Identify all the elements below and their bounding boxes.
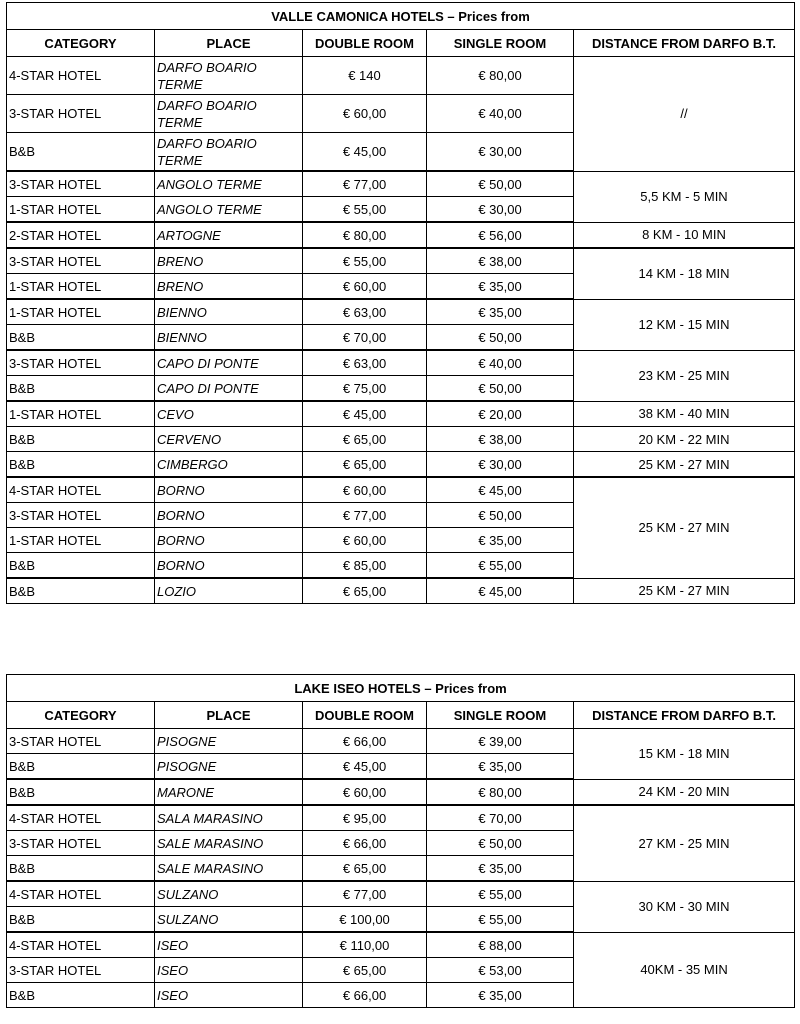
double-room-price-cell: € 60,00 [303, 95, 427, 133]
double-room-price-cell: € 55,00 [303, 248, 427, 274]
single-room-price-cell: € 20,00 [427, 401, 574, 427]
category-cell: 1-STAR HOTEL [7, 197, 155, 223]
place-cell: SALE MARASINO [155, 856, 303, 882]
place-cell: DARFO BOARIO TERME [155, 133, 303, 172]
single-room-price-cell: € 40,00 [427, 95, 574, 133]
single-room-price-cell: € 40,00 [427, 350, 574, 376]
single-room-price-cell: € 35,00 [427, 274, 574, 300]
double-room-price-cell: € 65,00 [303, 578, 427, 604]
single-room-price-cell: € 56,00 [427, 222, 574, 248]
table-title-row [7, 675, 795, 702]
category-cell: 3-STAR HOTEL [7, 248, 155, 274]
double-room-price-cell: € 66,00 [303, 983, 427, 1008]
place-cell: DARFO BOARIO TERME [155, 57, 303, 95]
category-cell: 1-STAR HOTEL [7, 299, 155, 325]
single-room-price-cell: € 50,00 [427, 171, 574, 197]
distance-cell: 12 KM - 15 MIN [574, 299, 795, 350]
place-cell: CAPO DI PONTE [155, 350, 303, 376]
double-room-price-cell: € 65,00 [303, 958, 427, 983]
single-room-price-cell: € 50,00 [427, 325, 574, 351]
double-room-price-cell: € 60,00 [303, 779, 427, 805]
single-room-price-cell: € 45,00 [427, 477, 574, 503]
single-room-price-cell: € 88,00 [427, 932, 574, 958]
table-row [7, 299, 795, 325]
double-room-price-cell: € 65,00 [303, 856, 427, 882]
double-room-price-cell: € 75,00 [303, 376, 427, 402]
distance-cell: 25 KM - 27 MIN [574, 578, 795, 604]
single-room-price-cell: € 50,00 [427, 503, 574, 528]
place-cell: BORNO [155, 503, 303, 528]
category-cell: B&B [7, 578, 155, 604]
place-cell: BORNO [155, 477, 303, 503]
column-header-place: PLACE [155, 702, 303, 729]
single-room-price-cell: € 30,00 [427, 197, 574, 223]
distance-cell: 27 KM - 25 MIN [574, 805, 795, 881]
category-cell: B&B [7, 856, 155, 882]
single-room-price-cell: € 35,00 [427, 983, 574, 1008]
single-room-price-cell: € 35,00 [427, 299, 574, 325]
table-row [7, 477, 795, 503]
table-row [7, 248, 795, 274]
table-row [7, 222, 795, 248]
double-room-price-cell: € 77,00 [303, 171, 427, 197]
category-cell: 1-STAR HOTEL [7, 401, 155, 427]
single-room-price-cell: € 55,00 [427, 881, 574, 907]
place-cell: ANGOLO TERME [155, 197, 303, 223]
category-cell: B&B [7, 907, 155, 933]
place-cell: ISEO [155, 932, 303, 958]
table-row [7, 729, 795, 754]
distance-cell: 15 KM - 18 MIN [574, 729, 795, 780]
double-room-price-cell: € 66,00 [303, 831, 427, 856]
double-room-price-cell: € 45,00 [303, 754, 427, 780]
column-header-place: PLACE [155, 30, 303, 57]
category-cell: B&B [7, 325, 155, 351]
double-room-price-cell: € 66,00 [303, 729, 427, 754]
column-header-double-room: DOUBLE ROOM [303, 30, 427, 57]
column-header-single-room: SINGLE ROOM [427, 702, 574, 729]
distance-cell: // [574, 57, 795, 172]
category-cell: B&B [7, 754, 155, 780]
place-cell: CAPO DI PONTE [155, 376, 303, 402]
table-row [7, 578, 795, 604]
single-room-price-cell: € 50,00 [427, 831, 574, 856]
distance-cell: 14 KM - 18 MIN [574, 248, 795, 299]
place-cell: BORNO [155, 528, 303, 553]
category-cell: 4-STAR HOTEL [7, 932, 155, 958]
category-cell: B&B [7, 553, 155, 579]
table-row [7, 401, 795, 427]
distance-cell: 23 KM - 25 MIN [574, 350, 795, 401]
category-cell: 4-STAR HOTEL [7, 805, 155, 831]
double-room-price-cell: € 95,00 [303, 805, 427, 831]
table-row [7, 805, 795, 831]
double-room-price-cell: € 77,00 [303, 881, 427, 907]
column-header-category: CATEGORY [7, 702, 155, 729]
place-cell: ARTOGNE [155, 222, 303, 248]
column-header-category: CATEGORY [7, 30, 155, 57]
table-row [7, 57, 795, 95]
category-cell: 1-STAR HOTEL [7, 528, 155, 553]
place-cell: BRENO [155, 248, 303, 274]
double-room-price-cell: € 63,00 [303, 299, 427, 325]
single-room-price-cell: € 38,00 [427, 427, 574, 452]
place-cell: ANGOLO TERME [155, 171, 303, 197]
category-cell: 3-STAR HOTEL [7, 503, 155, 528]
place-cell: PISOGNE [155, 754, 303, 780]
place-cell: CIMBERGO [155, 452, 303, 478]
place-cell: BRENO [155, 274, 303, 300]
table-title-row [7, 3, 795, 30]
distance-cell: 40KM - 35 MIN [574, 932, 795, 1008]
double-room-price-cell: € 65,00 [303, 452, 427, 478]
distance-cell: 25 KM - 27 MIN [574, 477, 795, 578]
distance-cell: 8 KM - 10 MIN [574, 222, 795, 248]
place-cell: BORNO [155, 553, 303, 579]
lake-iseo-hotels-table [6, 674, 795, 1008]
category-cell: B&B [7, 133, 155, 172]
category-cell: 4-STAR HOTEL [7, 477, 155, 503]
place-cell: BIENNO [155, 325, 303, 351]
category-cell: B&B [7, 376, 155, 402]
table-row [7, 427, 795, 452]
single-room-price-cell: € 45,00 [427, 578, 574, 604]
category-cell: B&B [7, 452, 155, 478]
double-room-price-cell: € 45,00 [303, 401, 427, 427]
column-header-distance: DISTANCE FROM DARFO B.T. [574, 702, 795, 729]
place-cell: MARONE [155, 779, 303, 805]
table-header-row [7, 30, 795, 57]
distance-cell: 38 KM - 40 MIN [574, 401, 795, 427]
distance-cell: 25 KM - 27 MIN [574, 452, 795, 478]
category-cell: 3-STAR HOTEL [7, 95, 155, 133]
category-cell: 3-STAR HOTEL [7, 831, 155, 856]
category-cell: 3-STAR HOTEL [7, 350, 155, 376]
place-cell: SALE MARASINO [155, 831, 303, 856]
distance-cell: 20 KM - 22 MIN [574, 427, 795, 452]
place-cell: CERVENO [155, 427, 303, 452]
single-room-price-cell: € 80,00 [427, 779, 574, 805]
single-room-price-cell: € 53,00 [427, 958, 574, 983]
table-row [7, 350, 795, 376]
distance-cell: 5,5 KM - 5 MIN [574, 171, 795, 222]
table-row [7, 779, 795, 805]
distance-cell: 24 KM - 20 MIN [574, 779, 795, 805]
table-title: LAKE ISEO HOTELS – Prices from [7, 675, 795, 702]
double-room-price-cell: € 63,00 [303, 350, 427, 376]
table-title: VALLE CAMONICA HOTELS – Prices from [7, 3, 795, 30]
double-room-price-cell: € 60,00 [303, 274, 427, 300]
valle-camonica-hotels-table [6, 2, 795, 604]
place-cell: BIENNO [155, 299, 303, 325]
single-room-price-cell: € 50,00 [427, 376, 574, 402]
table-row [7, 932, 795, 958]
single-room-price-cell: € 30,00 [427, 133, 574, 172]
place-cell: DARFO BOARIO TERME [155, 95, 303, 133]
category-cell: 3-STAR HOTEL [7, 171, 155, 197]
double-room-price-cell: € 140 [303, 57, 427, 95]
category-cell: 4-STAR HOTEL [7, 57, 155, 95]
double-room-price-cell: € 110,00 [303, 932, 427, 958]
double-room-price-cell: € 100,00 [303, 907, 427, 933]
single-room-price-cell: € 35,00 [427, 754, 574, 780]
column-header-single-room: SINGLE ROOM [427, 30, 574, 57]
category-cell: B&B [7, 427, 155, 452]
single-room-price-cell: € 80,00 [427, 57, 574, 95]
double-room-price-cell: € 60,00 [303, 528, 427, 553]
double-room-price-cell: € 65,00 [303, 427, 427, 452]
double-room-price-cell: € 80,00 [303, 222, 427, 248]
category-cell: 2-STAR HOTEL [7, 222, 155, 248]
column-header-distance: DISTANCE FROM DARFO B.T. [574, 30, 795, 57]
table-row [7, 452, 795, 478]
double-room-price-cell: € 77,00 [303, 503, 427, 528]
category-cell: 3-STAR HOTEL [7, 729, 155, 754]
place-cell: LOZIO [155, 578, 303, 604]
category-cell: B&B [7, 779, 155, 805]
place-cell: CEVO [155, 401, 303, 427]
single-room-price-cell: € 35,00 [427, 856, 574, 882]
place-cell: SULZANO [155, 907, 303, 933]
double-room-price-cell: € 60,00 [303, 477, 427, 503]
single-room-price-cell: € 39,00 [427, 729, 574, 754]
category-cell: 1-STAR HOTEL [7, 274, 155, 300]
double-room-price-cell: € 85,00 [303, 553, 427, 579]
place-cell: ISEO [155, 983, 303, 1008]
place-cell: PISOGNE [155, 729, 303, 754]
single-room-price-cell: € 55,00 [427, 907, 574, 933]
double-room-price-cell: € 45,00 [303, 133, 427, 172]
column-header-double-room: DOUBLE ROOM [303, 702, 427, 729]
category-cell: 3-STAR HOTEL [7, 958, 155, 983]
table-row [7, 171, 795, 197]
place-cell: SULZANO [155, 881, 303, 907]
category-cell: 4-STAR HOTEL [7, 881, 155, 907]
single-room-price-cell: € 55,00 [427, 553, 574, 579]
double-room-price-cell: € 55,00 [303, 197, 427, 223]
table-row [7, 881, 795, 907]
single-room-price-cell: € 70,00 [427, 805, 574, 831]
single-room-price-cell: € 38,00 [427, 248, 574, 274]
category-cell: B&B [7, 983, 155, 1008]
distance-cell: 30 KM - 30 MIN [574, 881, 795, 932]
place-cell: SALA MARASINO [155, 805, 303, 831]
single-room-price-cell: € 35,00 [427, 528, 574, 553]
table-header-row [7, 702, 795, 729]
place-cell: ISEO [155, 958, 303, 983]
single-room-price-cell: € 30,00 [427, 452, 574, 478]
double-room-price-cell: € 70,00 [303, 325, 427, 351]
